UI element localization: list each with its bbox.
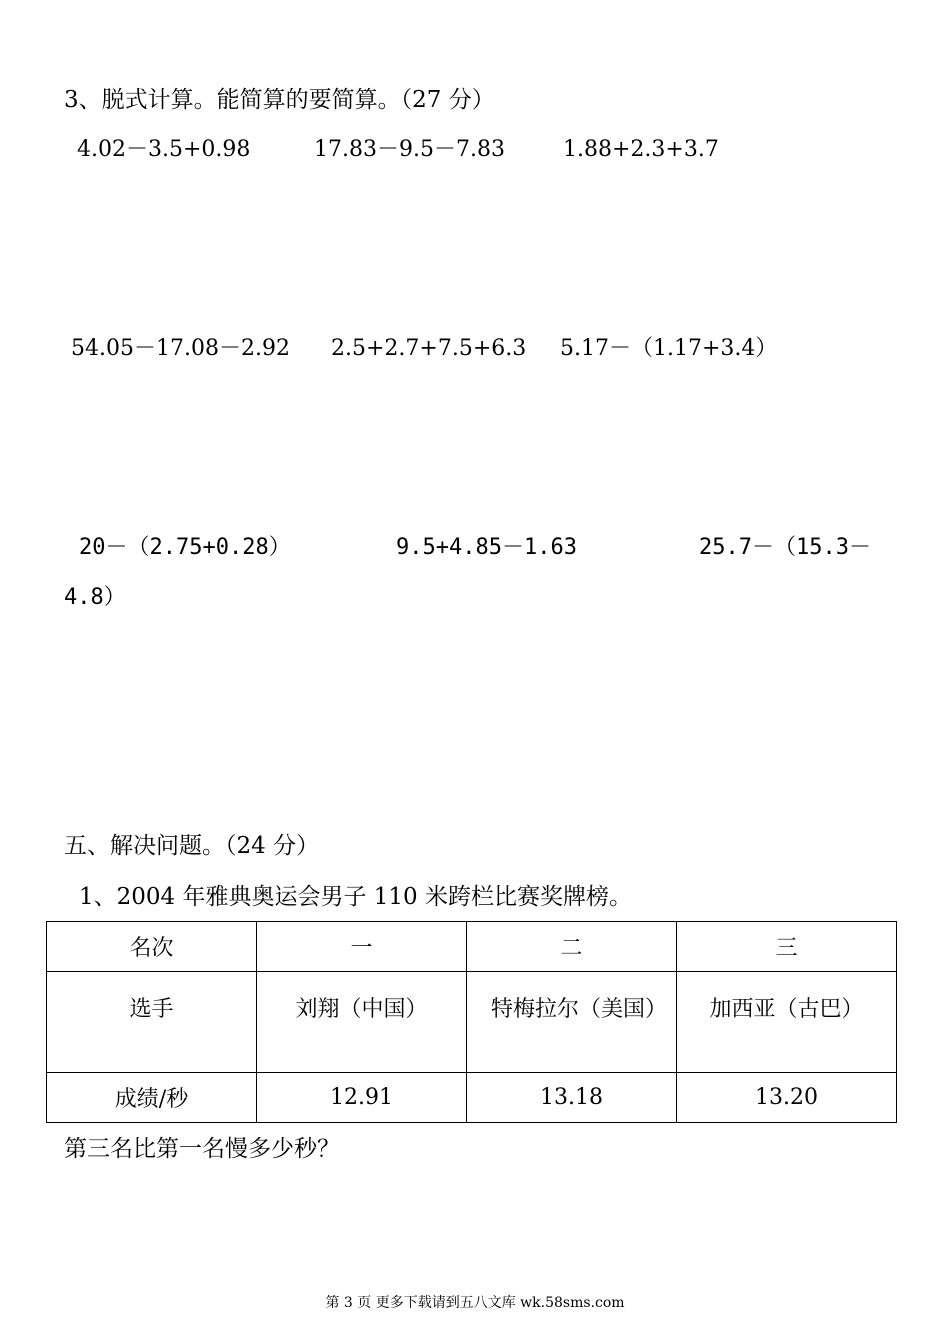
player-second-cell: 特梅拉尔（美国）	[467, 972, 677, 1073]
problem1-title: 1、2004 年雅典奥运会男子 110 米跨栏比赛奖牌榜。	[79, 884, 632, 910]
score-second-cell: 13.18	[467, 1073, 677, 1123]
table-row-scores	[47, 1073, 897, 1123]
rank-label-cell: 名次	[47, 922, 257, 972]
players-label-cell: 选手	[47, 972, 257, 1073]
expression-1-2: 17.83－9.5－7.83	[314, 137, 505, 162]
table-row-rank	[47, 922, 897, 972]
section5-heading: 五、解决问题。（24 分）	[64, 833, 320, 859]
expression-2-2: 2.5+2.7+7.5+6.3	[331, 336, 527, 361]
score-label-cell: 成绩/秒	[47, 1073, 257, 1123]
rank-first-cell: 一	[257, 922, 467, 972]
player-third-cell: 加西亚（古巴）	[677, 972, 897, 1073]
expression-2-3: 5.17－（1.17+3.4）	[560, 336, 778, 361]
expression-3-3: 25.7－（15.3－	[699, 535, 871, 560]
player-first-cell: 刘翔（中国）	[257, 972, 467, 1073]
page-footer: 第 3 页 更多下载请到五八文库 wk.58sms.com	[325, 1295, 625, 1311]
rank-third-cell: 三	[677, 922, 897, 972]
expression-3-3-continuation: 4.8）	[64, 585, 126, 610]
expression-3-1: 20－（2.75+0.28）	[79, 535, 291, 560]
medal-table	[46, 921, 897, 1123]
score-third-cell: 13.20	[677, 1073, 897, 1123]
expression-1-1: 4.02－3.5+0.98	[77, 137, 251, 162]
expression-2-1: 54.05－17.08－2.92	[71, 336, 290, 361]
rank-second-cell: 二	[467, 922, 677, 972]
expression-1-3: 1.88+2.3+3.7	[563, 137, 719, 162]
score-first-cell: 12.91	[257, 1073, 467, 1123]
table-row-players	[47, 972, 897, 1073]
section3-heading: 3、脱式计算。能简算的要简算。（27 分）	[64, 87, 495, 113]
expression-3-2: 9.5+4.85－1.63	[396, 535, 577, 560]
question-text: 第三名比第一名慢多少秒？	[64, 1136, 340, 1162]
